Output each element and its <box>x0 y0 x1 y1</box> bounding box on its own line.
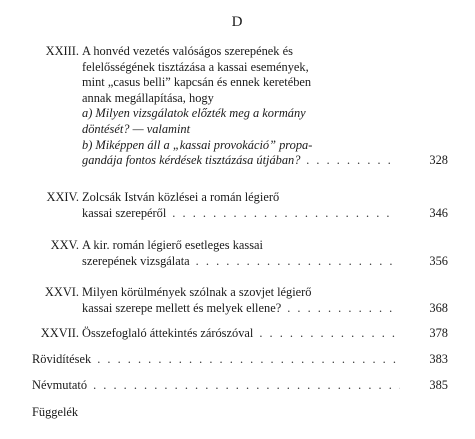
chapter-title <box>82 326 400 342</box>
chapter-number: XXVII. <box>40 326 79 340</box>
title-line: szerepének vizsgálata <box>82 253 190 268</box>
dot-leader <box>97 352 400 367</box>
title-line: mint „casus belli” kapcsán és ennek keretében <box>82 75 312 90</box>
title-line: b) Miképpen áll a „kassai provokáció” propa- <box>82 137 313 152</box>
dot-leader <box>172 206 396 222</box>
page-number: 346 <box>429 205 448 220</box>
title-line: Zolcsák István közlései a román légierő <box>82 190 280 204</box>
title-line: kassai szerepéről <box>82 205 167 220</box>
title-line: annak megállapítása, hogy <box>82 90 214 105</box>
title-line-with-leader <box>82 326 400 342</box>
page-number: 356 <box>429 253 448 268</box>
toc-entry-appendix <box>32 405 412 420</box>
chapter-title <box>82 44 400 169</box>
chapter-title <box>82 285 400 316</box>
page-number: 378 <box>429 326 448 340</box>
dot-leader <box>196 254 396 270</box>
title-line-with-leader <box>82 301 400 317</box>
toc-entry-name-index <box>32 378 412 394</box>
entry-label: Függelék <box>32 405 79 419</box>
title-line: Milyen körülmények szólnak a szovjet légierő <box>82 285 312 299</box>
title-line-with-leader <box>82 206 400 222</box>
chapter-title <box>82 190 400 221</box>
chapter-number: XXV. <box>50 238 79 252</box>
dot-leader <box>93 378 400 393</box>
chapter-number: XXVI. <box>44 285 79 299</box>
title-line: A honvéd vezetés valóságos szerepének és <box>82 44 293 58</box>
page-number: 385 <box>429 378 448 392</box>
title-line: Összefoglaló áttekintés zárószóval <box>82 326 254 340</box>
section-letter: D <box>231 14 244 30</box>
dot-leader <box>306 153 396 169</box>
title-line: kassai szerepe mellett és melyek ellene? <box>82 300 282 315</box>
title-line-with-leader <box>32 378 404 394</box>
chapter-number: XXIII. <box>45 44 79 58</box>
title-line-with-leader <box>82 254 400 270</box>
entry-label: Névmutató <box>32 378 88 392</box>
title-line: felelősségének tisztázása a kassai események, <box>82 59 309 74</box>
toc-entry-abbreviations <box>32 352 412 368</box>
entry-label: Rövidítések <box>32 352 92 366</box>
title-line: gandája fontos kérdések tisztázása útjában? <box>82 153 301 168</box>
dot-leader <box>259 326 396 342</box>
page-number: 383 <box>429 352 448 366</box>
title-line: A kir. román légierő esetleges kassai <box>82 238 263 252</box>
title-line-with-leader <box>82 153 400 169</box>
title-line-with-leader <box>32 352 404 368</box>
title-line: a) Milyen vizsgálatok előzték meg a kormány <box>82 106 306 121</box>
chapter-number: XXIV. <box>46 190 79 204</box>
page-number: 328 <box>429 153 448 168</box>
dot-leader <box>287 301 396 317</box>
page-number: 368 <box>429 300 448 315</box>
chapter-title <box>82 238 400 269</box>
title-line: döntését? — valamint <box>82 121 191 136</box>
